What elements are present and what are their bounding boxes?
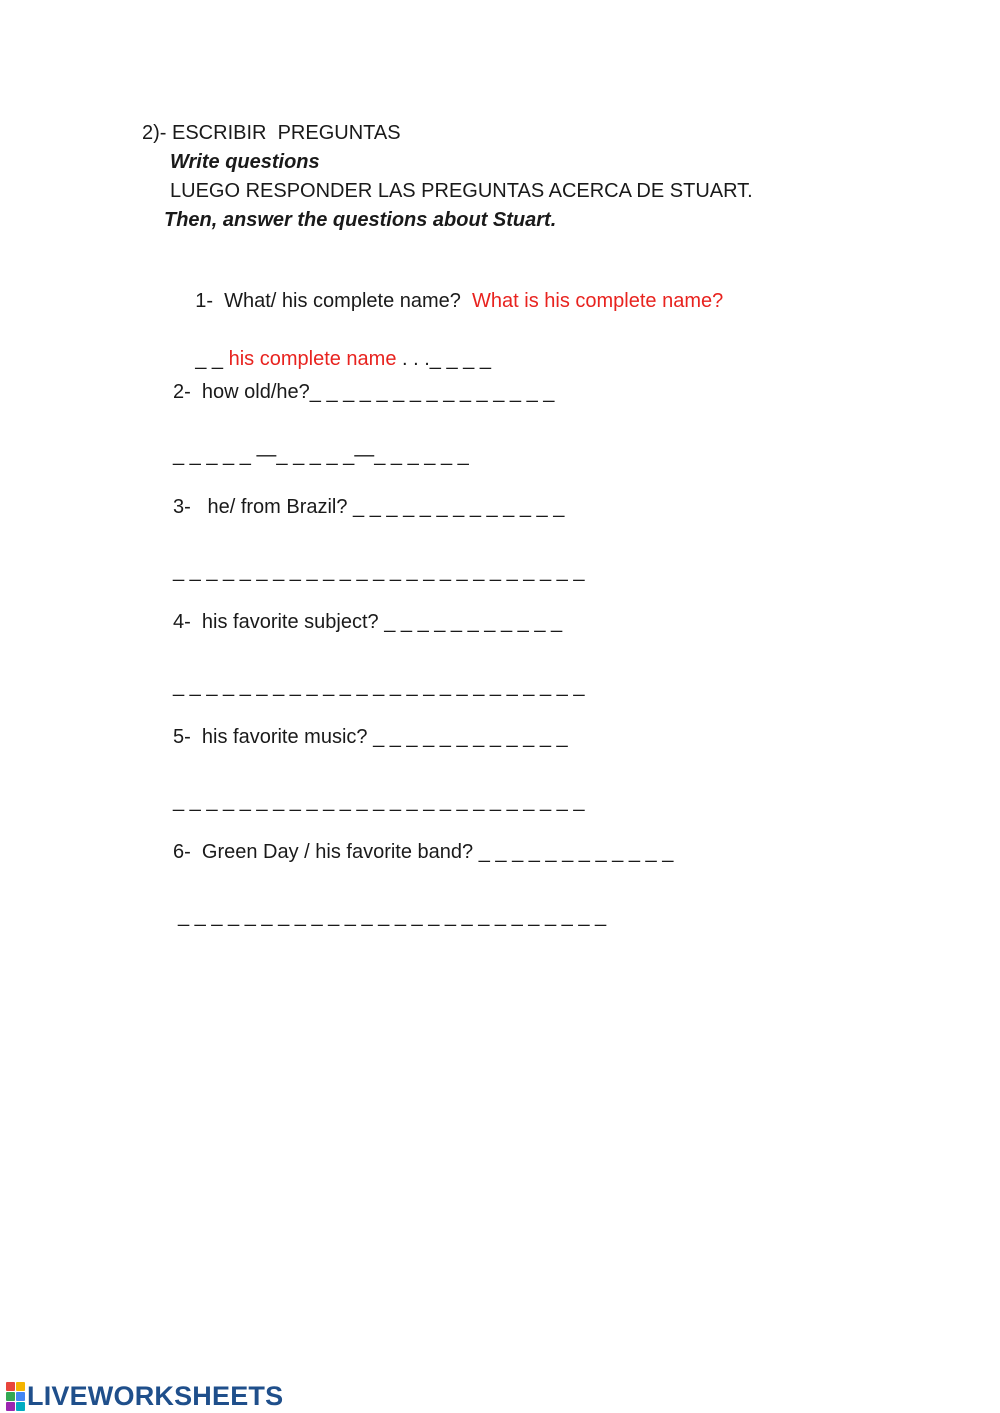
question-5[interactable]: 5- his favorite music? _ _ _ _ _ _ _ _ _ _ _ _ [173, 726, 568, 748]
answer-6[interactable]: _ _ _ _ _ _ _ _ _ _ _ _ _ _ _ _ _ _ _ _ _ _ _ _ _ _ [178, 905, 607, 927]
answer-1-prefix: _ _ [195, 348, 229, 370]
answer-4[interactable]: _ _ _ _ _ _ _ _ _ _ _ _ _ _ _ _ _ _ _ _ _ _ _ _ _ [173, 675, 585, 697]
question-6[interactable]: 6- Green Day / his favorite band? _ _ _ _ _ _ _ _ _ _ _ _ [173, 841, 674, 863]
question-3[interactable]: 3- he/ from Brazil? _ _ _ _ _ _ _ _ _ _ _ _ _ [173, 496, 565, 518]
liveworksheets-logo [6, 1380, 283, 1412]
question-1-example-question[interactable]: What is his complete name? [472, 290, 724, 312]
answer-1-example-answer[interactable]: his complete name [228, 348, 397, 370]
instruction-en: Then, answer the questions about Stuart. [164, 209, 557, 231]
question-4[interactable]: 4- his favorite subject? _ _ _ _ _ _ _ _ _ _ _ [173, 611, 563, 633]
answer-2[interactable]: _ _ _ _ _ —_ _ _ _ _—_ _ _ _ _ _ [173, 444, 469, 466]
logo-text: LIVEWORKSHEETS [27, 1380, 284, 1411]
question-1-prompt: 1- What/ his complete name? [195, 290, 473, 312]
answer-1-suffix: . . ._ _ _ _ [396, 348, 491, 370]
answer-3[interactable]: _ _ _ _ _ _ _ _ _ _ _ _ _ _ _ _ _ _ _ _ _ _ _ _ _ [173, 560, 585, 582]
question-2[interactable]: 2- how old/he?_ _ _ _ _ _ _ _ _ _ _ _ _ _ _ [173, 381, 555, 403]
logo-cubes-icon [6, 1382, 25, 1411]
section-title-en: Write questions [170, 151, 320, 173]
answer-5[interactable]: _ _ _ _ _ _ _ _ _ _ _ _ _ _ _ _ _ _ _ _ _ _ _ _ _ [173, 790, 585, 812]
section-title-es: 2)- ESCRIBIR PREGUNTAS [142, 122, 401, 144]
instruction-es: LUEGO RESPONDER LAS PREGUNTAS ACERCA DE STUART. [170, 180, 753, 202]
